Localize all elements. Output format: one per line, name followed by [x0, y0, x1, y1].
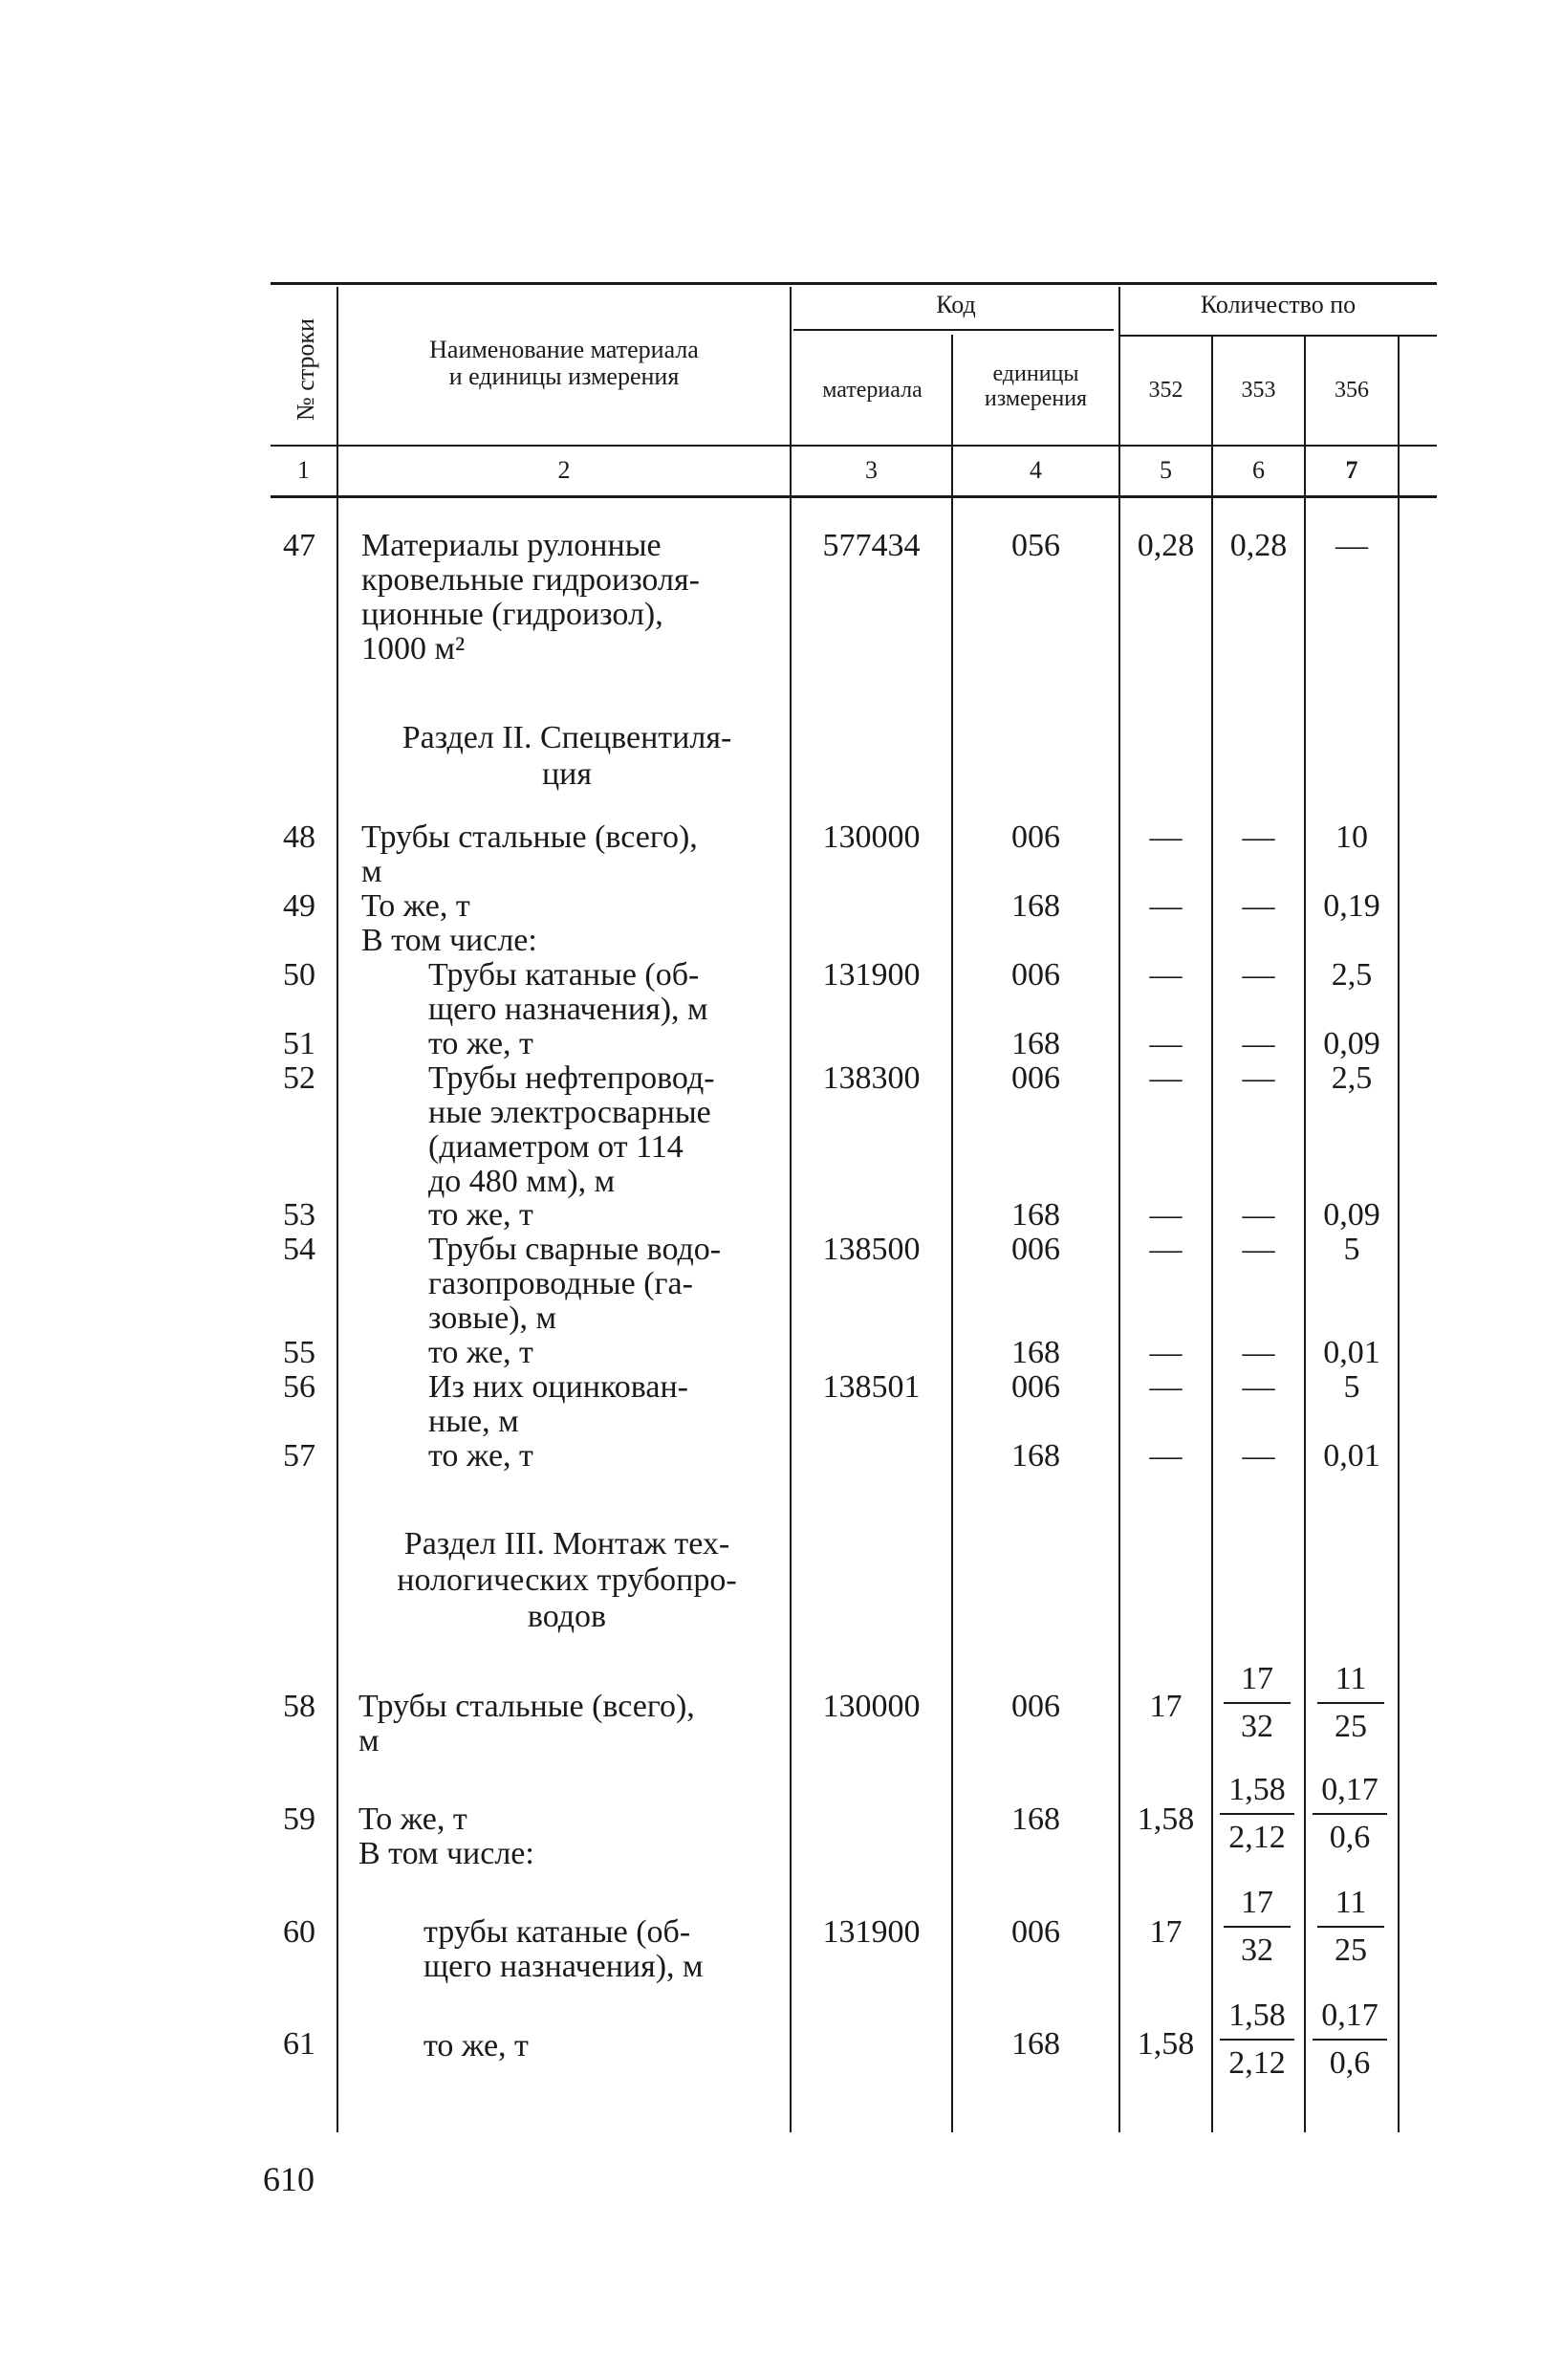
qty-356-fraction: 0,17 0,6 [1313, 1771, 1387, 1857]
qty-356: — [1335, 528, 1368, 563]
row-number: 50 [283, 957, 315, 993]
qty-353: — [1242, 1060, 1275, 1096]
header-col7: 356 [1335, 378, 1369, 403]
qty-356: 0,01 [1323, 1438, 1380, 1474]
unit-code: 006 [1011, 819, 1060, 855]
header-row-number: № строки [292, 317, 319, 421]
qty-356-fraction: 0,17 0,6 [1313, 1997, 1387, 2083]
material-code: 130000 [822, 819, 921, 855]
qty-356: 0,09 [1323, 1197, 1380, 1233]
col-number-6: 6 [1252, 456, 1265, 484]
qty-352: — [1149, 1438, 1183, 1474]
col-number-4: 4 [1030, 456, 1042, 484]
unit-code: 006 [1011, 1689, 1060, 1724]
qty-353: — [1242, 1438, 1275, 1474]
qty-356: 5 [1343, 1232, 1360, 1267]
unit-code: 168 [1011, 1801, 1060, 1837]
unit-code: 006 [1011, 957, 1060, 993]
unit-code: 168 [1011, 2026, 1060, 2062]
qty-352: 1,58 [1137, 2026, 1195, 2062]
material-name: То же, т В том числе: [361, 888, 537, 958]
qty-352: — [1149, 957, 1183, 993]
qty-356-fraction: 11 25 [1317, 1660, 1384, 1746]
row-number: 49 [283, 888, 315, 924]
row-number: 47 [283, 528, 315, 563]
qty-356: 2,5 [1331, 957, 1373, 993]
row-number: 61 [283, 2026, 315, 2062]
material-name: Из них оцинкован- ные, м [428, 1369, 688, 1439]
qty-353: — [1242, 1232, 1275, 1267]
header-qty-rule [1120, 335, 1437, 337]
col-number-2: 2 [557, 456, 571, 484]
qty-352: 0,28 [1137, 528, 1195, 563]
header-quantity: Количество по [1200, 291, 1357, 318]
qty-356: 2,5 [1331, 1060, 1373, 1096]
header-code: Код [936, 291, 976, 318]
row-number: 54 [283, 1232, 315, 1267]
qty-353: — [1242, 1369, 1275, 1405]
row-number: 48 [283, 819, 315, 855]
qty-356: 0,01 [1323, 1335, 1380, 1370]
row-number: 55 [283, 1335, 315, 1370]
col-rule-2 [790, 287, 792, 2132]
material-name: то же, т [428, 1197, 533, 1233]
qty-352: — [1149, 1060, 1183, 1096]
qty-356: 0,09 [1323, 1026, 1380, 1061]
colnum-bottom-rule [271, 495, 1437, 498]
table-top-rule [271, 282, 1437, 285]
qty-356-fraction: 11 25 [1317, 1884, 1384, 1970]
header-name: Наименование материала и единицы измерения [429, 336, 699, 390]
header-col5: 352 [1148, 378, 1183, 403]
qty-353: — [1242, 819, 1275, 855]
unit-code: 168 [1011, 1335, 1060, 1370]
material-code: 138300 [822, 1060, 921, 1096]
material-name: Трубы сварные водо- газопроводные (га- зовые), м [428, 1232, 722, 1336]
row-number: 56 [283, 1369, 315, 1405]
material-code: 131900 [822, 1914, 921, 1950]
qty-352: — [1149, 1197, 1183, 1233]
qty-353: 0,28 [1229, 528, 1288, 563]
material-name: то же, т [428, 1438, 533, 1474]
qty-353: — [1242, 957, 1275, 993]
material-code: 130000 [822, 1689, 921, 1724]
qty-352: 17 [1149, 1689, 1183, 1724]
qty-353: — [1242, 1197, 1275, 1233]
material-name: то же, т [423, 2028, 529, 2063]
col-number-3: 3 [865, 456, 878, 484]
qty-356: 0,19 [1323, 888, 1380, 924]
row-number: 60 [283, 1914, 315, 1950]
row-number: 52 [283, 1060, 315, 1096]
qty-352: — [1149, 1335, 1183, 1370]
qty-353: — [1242, 1026, 1275, 1061]
material-name: То же, т В том числе: [358, 1801, 534, 1871]
material-name: Трубы стальные (всего), м [361, 819, 698, 889]
material-code: 138500 [822, 1232, 921, 1267]
qty-353: — [1242, 888, 1275, 924]
qty-353-fraction: 17 32 [1224, 1660, 1291, 1746]
row-number: 58 [283, 1689, 315, 1724]
qty-352: — [1149, 1026, 1183, 1061]
qty-352: — [1149, 1369, 1183, 1405]
unit-code: 168 [1011, 888, 1060, 924]
unit-code: 168 [1011, 1197, 1060, 1233]
qty-356: 10 [1335, 819, 1368, 855]
qty-352: 17 [1149, 1914, 1183, 1950]
col-rule-7 [1398, 335, 1400, 2132]
row-number: 57 [283, 1438, 315, 1474]
qty-352: — [1149, 819, 1183, 855]
col-rule-1 [336, 287, 338, 2132]
material-name: то же, т [428, 1026, 533, 1061]
material-name: Трубы нефтепровод- ные электросварные (диаметром от 114 до 480 мм), м [428, 1060, 715, 1199]
header-bottom-rule [271, 445, 1437, 447]
row-number: 51 [283, 1026, 315, 1061]
header-unit-code: единицы измерения [984, 361, 1088, 411]
col-number-1: 1 [297, 456, 310, 484]
qty-353-fraction: 17 32 [1224, 1884, 1291, 1970]
unit-code: 168 [1011, 1026, 1060, 1061]
unit-code: 006 [1011, 1060, 1060, 1096]
qty-353-fraction: 1,58 2,12 [1220, 1771, 1294, 1857]
row-number: 53 [283, 1197, 315, 1233]
col-number-5: 5 [1160, 456, 1172, 484]
qty-353: — [1242, 1335, 1275, 1370]
unit-code: 006 [1011, 1914, 1060, 1950]
material-name: Трубы катаные (об- щего назначения), м [428, 957, 708, 1027]
material-code: 131900 [822, 957, 921, 993]
page-number: 610 [263, 2160, 315, 2198]
col-number-7: 7 [1345, 456, 1358, 484]
qty-356: 5 [1343, 1369, 1360, 1405]
header-code-rule [793, 329, 1114, 331]
header-col6: 353 [1241, 378, 1276, 403]
unit-code: 168 [1011, 1438, 1060, 1474]
material-code: 577434 [822, 528, 921, 563]
unit-code: 056 [1011, 528, 1060, 563]
material-name: Трубы стальные (всего), м [358, 1689, 695, 1758]
unit-code: 006 [1011, 1369, 1060, 1405]
qty-352: — [1149, 888, 1183, 924]
header-material: материала [822, 378, 923, 403]
qty-352: 1,58 [1137, 1801, 1195, 1837]
material-code: 138501 [822, 1369, 921, 1405]
row-number: 59 [283, 1801, 315, 1837]
qty-353-fraction: 1,58 2,12 [1220, 1997, 1294, 2083]
unit-code: 006 [1011, 1232, 1060, 1267]
section-heading: Раздел II. Спецвентиля- ция [402, 720, 732, 792]
material-name: трубы катаные (об- щего назначения), м [423, 1914, 704, 1984]
qty-352: — [1149, 1232, 1183, 1267]
material-name: Материалы рулонные кровельные гидроизоля- ционные (гидроизол), 1000 м² [361, 528, 700, 666]
section-heading: Раздел III. Монтаж тех- нологических трубопро- водов [397, 1526, 737, 1634]
material-name: то же, т [428, 1335, 533, 1370]
